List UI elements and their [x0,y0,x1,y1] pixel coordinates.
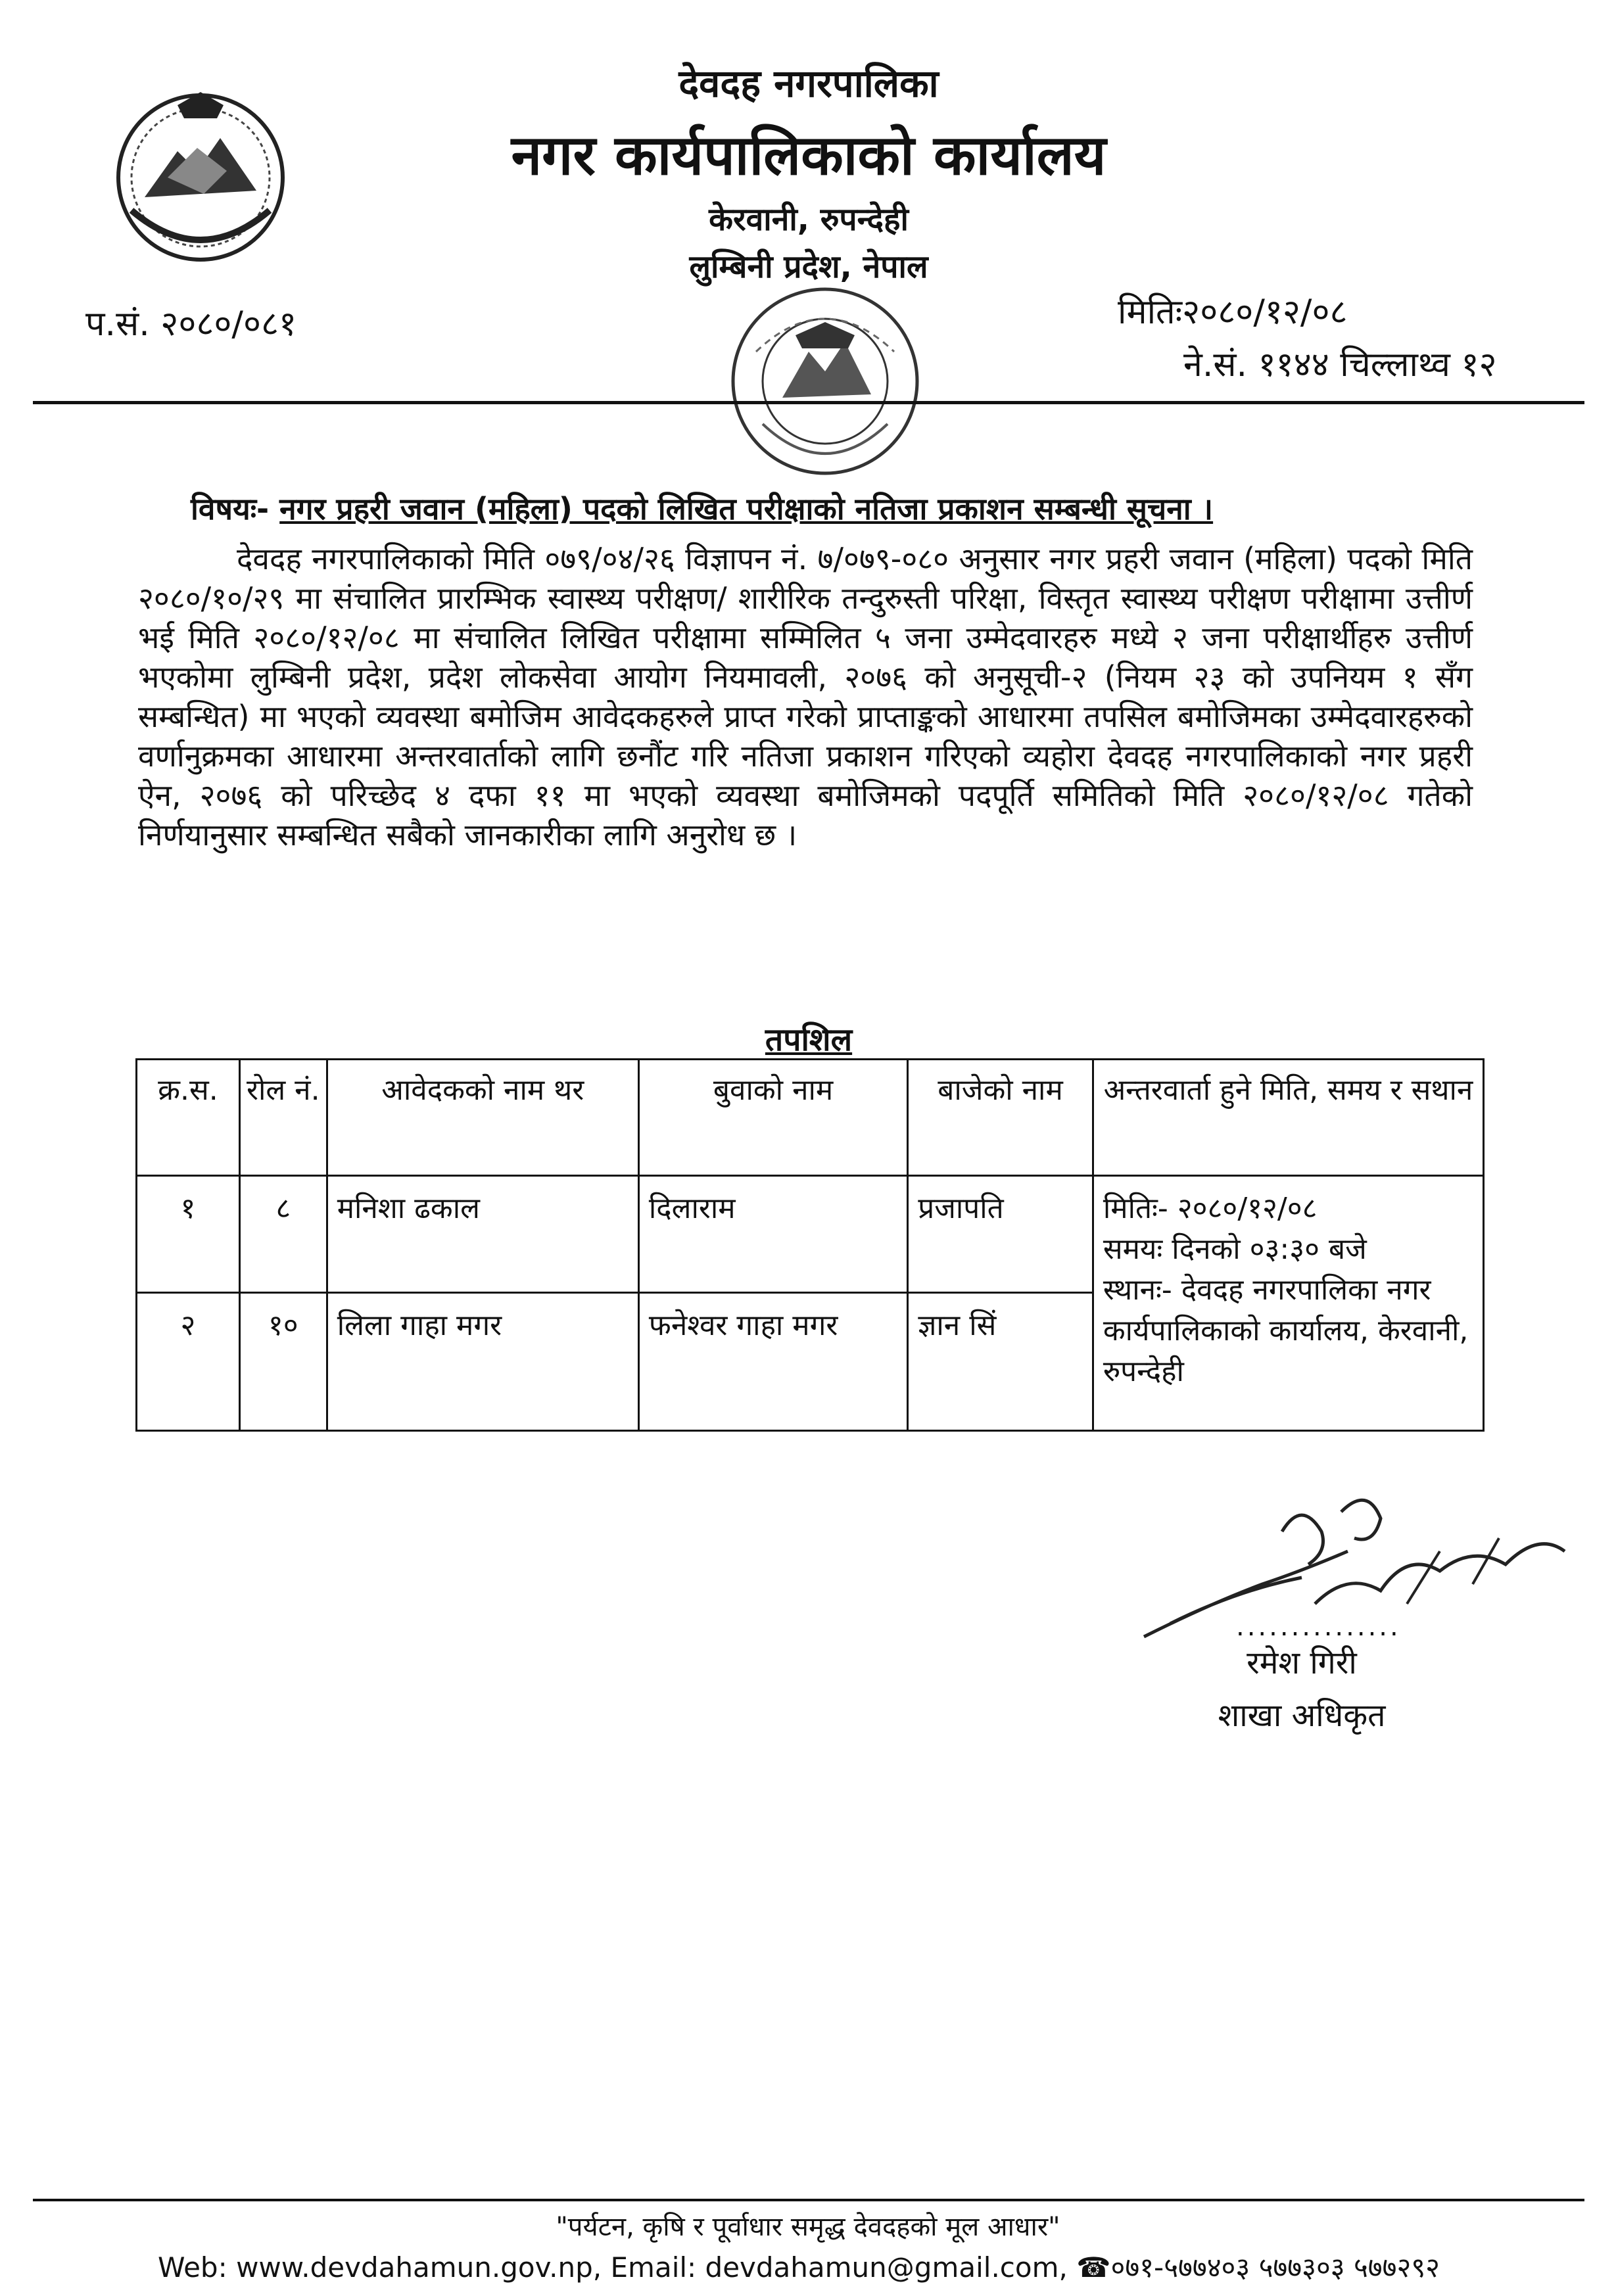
cell-name: मनिशा ढकाल [327,1176,638,1293]
address-line-2: लुम्बिनी प्रदेश, नेपाल [689,248,928,285]
col-header-interview: अन्तरवार्ता हुने मिति, समय र सथान [1093,1060,1483,1176]
subject-text: नगर प्रहरी जवान (महिला) पदको लिखित परीक्षाको नतिजा प्रकाशन सम्बन्धी सूचना । [279,491,1214,527]
cell-name: लिला गाहा मगर [327,1293,638,1431]
municipality-name: देवदह नगरपालिका [678,61,939,106]
results-table [135,1058,1485,1432]
cell-sn: १ [137,1176,240,1293]
cell-sn: २ [137,1293,240,1431]
reference-number: प.सं. २०८०/०८१ [85,304,297,344]
subject-line [191,488,1213,528]
header-divider [33,401,1584,404]
footer-divider [33,2199,1584,2201]
cell-father: फनेश्वर गाहा मगर [638,1293,907,1431]
address-line-1: केरवानी, रुपन्देही [709,201,909,238]
table-header-row [137,1060,1484,1176]
footer-slogan: "पर्यटन, कृषि र पूर्वाधार समृद्ध देवदहको मूल आधार" [556,2212,1060,2242]
cell-grandfather: ज्ञान सिं [908,1293,1093,1431]
nepal-emblem-logo [105,79,296,269]
col-header-name: आवेदकको नाम थर [327,1060,638,1176]
nepal-samvat-date: ने.सं. ११४४ चिल्लाथ्व १२ [1183,345,1497,385]
cell-interview-details [1093,1176,1483,1431]
signatory-post: शाखा अधिकृत [1218,1697,1386,1734]
cell-roll: ८ [239,1176,327,1293]
col-header-father: बुवाको नाम [638,1060,907,1176]
col-header-grandfather: बाजेको नाम [908,1060,1093,1176]
signature-dots: ............... [1236,1612,1401,1642]
col-header-roll: रोल नं. [239,1060,327,1176]
cell-roll: १० [239,1293,327,1431]
table-row [137,1176,1484,1293]
cell-grandfather: प्रजापति [908,1176,1093,1293]
interview-time: समयः दिनको ०३:३० बजे [1103,1232,1367,1266]
col-header-sn: क्र.स. [137,1060,240,1176]
interview-date: मितिः- २०८०/१२/०८ [1103,1192,1318,1225]
interview-place: स्थानः- देवदह नगरपालिका नगर कार्यपालिकाको कार्यालय, केरवानी, रुपन्देही [1103,1273,1469,1388]
signatory-name: रमेश गिरी [1247,1645,1357,1681]
cell-father: दिलाराम [638,1176,907,1293]
table-heading: तपशिल [765,1021,853,1058]
footer-contact: Web: www.devdahamun.gov.np, Email: devdahamun@gmail.com, ☎०७१-५७७४०३ ५७७३०३ ५७७२९२ [158,2251,1440,2284]
issue-date: मितिः२०८०/१२/०८ [1118,293,1348,332]
office-seal-stamp [717,273,934,490]
office-title: नगर कार्यपालिकाको कार्यालय [511,123,1106,187]
notice-body: देवदह नगरपालिकाको मिति ०७९/०४/२६ विज्ञापन नं. ७/०७९-०८० अनुसार नगर प्रहरी जवान (महिला) पदको मिति २०८०/१०/२९ मा संचालित प्रारम्भिक स्वास्थ्य परीक्षण/ शारीरिक तन्दुरुस्ती परिक्षा, विस्तृत स्वास्थ्य परीक्षण परीक्षामा उत्तीर्ण भई मिति २०८०/१२/०८ मा संचालित लिखित परीक्षामा सम्मिलित ५ जना उम्मेदवारहरु मध्ये २ जना परीक्षार्थीहरु उत्तीर्ण भएकोमा लुम्बिनी प्रदेश, प्रदेश लोकसेवा आयोग नियमावली, २०७६ को अनुसूची-२ (नियम २३ को उपनियम १ सँग सम्बन्धित) मा भएको व्यवस्था बमोजिम आवेदकहरुले प्राप्त गरेको प्राप्ताङ्कको आधारमा तपसिल बमोजिमका उम्मेदवारहरुको वर्णानुक्रमका आधारमा अन्तरवार्ताको लागि छनौंट गरि नतिजा प्रकाशन गरिएको व्यहोरा देवदह नगरपालिकाको नगर प्रहरी ऐन, २०७६ को परिच्छेद ४ दफा ११ मा भएको व्यवस्था बमोजिमको पदपूर्ति समितिको मिति २०८०/१२/०८ गतेको निर्णयानुसार सम्बन्धित सबैको जानकारीका लागि अनुरोध छ । [138,541,1473,853]
subject-label: विषयः- [191,491,270,527]
